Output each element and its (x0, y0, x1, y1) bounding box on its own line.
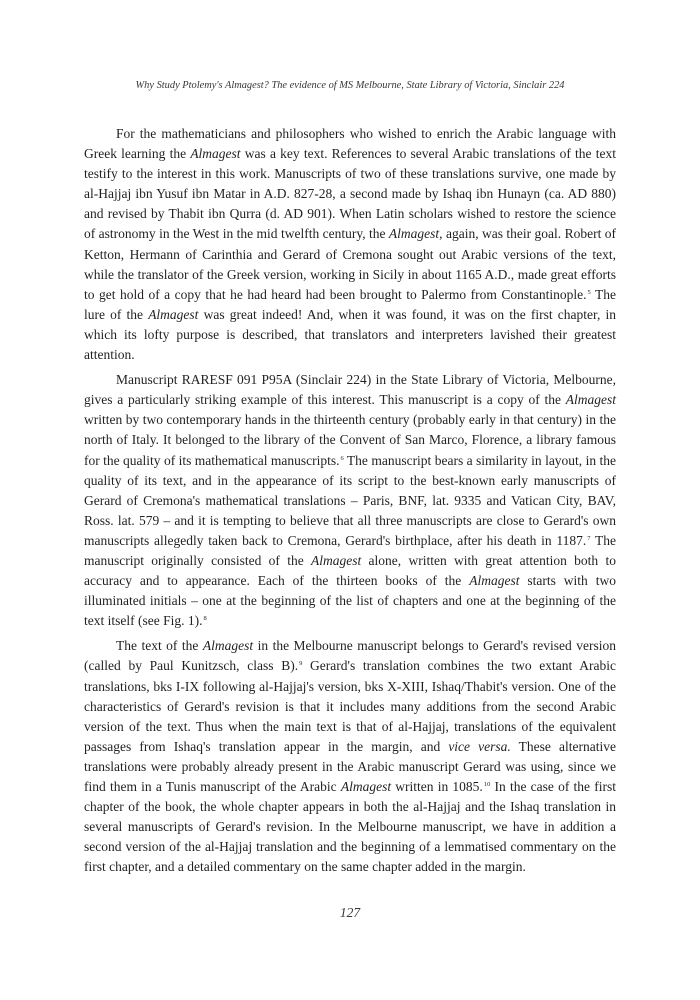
italic-term: Almagest (388, 226, 440, 242)
italic-term: Almagest (340, 779, 392, 794)
body-text (84, 124, 616, 877)
footnote-ref[interactable]: 8 (203, 615, 207, 623)
footnote-ref[interactable]: 6 (340, 454, 344, 462)
paragraph-1 (84, 124, 616, 365)
text-run: In the case of the first chapter of the book, the whole chapter appears in both the al-Hajjaj and the Ishaq translation in several manuscripts of Gerard's revision. In the Melbourne manuscript, we have in addition a second version of the al-Hajjaj translation and the beginning of a lemmatised commentary on the first chapter, and a detailed commentary on the same chapter added in the margin. (84, 779, 616, 875)
text-run: The lure of the (84, 286, 616, 322)
italic-term: Almagest (148, 306, 199, 322)
text-run: Gerard's translation combines the two extant Arabic translations, bks I-IX following al-Hajjaj's version, bks X-XIII, Ishaq/Thabit's version. One of the characteristics of Gerard's revision is that it includes many additions from the second Arabic version of the text. Thus when the main text is that of al-Hajjaj, translations of the equivalent passages from Ishaq's translation appear in the margin, and (84, 658, 616, 754)
text-run: , again, was their goal. Robert of Ketton, Hermann of Carinthia and Gerard of Cremona sought out Arabic versions of the text, while the translator of the Greek version, working in Sicily in about 1165 A.D., made great efforts to get hold of a copy that he had heard had been brought to Palermo from Constantinople. (84, 226, 616, 302)
page-number: 127 (339, 905, 361, 920)
text-run: written by two contemporary hands in the thirteenth century (probably early in that century) in the north of Italy. It belonged to the library of the Convent of San Marco, Florence, a library famous for the quality of its mathematical manuscripts. (84, 412, 616, 468)
text-run: in the Melbourne manuscript belongs to Gerard's revised version (called by Paul Kunitzsch, class B). (84, 638, 616, 674)
footnote-ref[interactable]: 10 (483, 781, 491, 788)
running-head: Why Study Ptolemy's Almagest? The evidence of MS Melbourne, State Library of Victoria, Sinclair 224 (135, 80, 565, 91)
text-run: written in 1085. (391, 779, 483, 794)
italic-term: Almagest (469, 573, 520, 589)
italic-term: Almagest (565, 392, 616, 408)
footnote-ref[interactable]: 9 (299, 660, 303, 668)
text-run: starts with two illuminated initials – one at the beginning of the list of chapters and one at the beginning of the text itself (see Fig. 1). (84, 573, 616, 629)
text-run: was great indeed! And, when it was found, it was on the first chapter, in which its lofty purpose is described, that translators and interpreters lavished their greatest attention. (84, 306, 616, 363)
text-run: Manuscript RARESF 091 P95A (Sinclair 224) in the State Library of Victoria, Melbourne, gives a particularly striking example of this interest. This manuscript is a copy of the (84, 372, 616, 408)
text-run: These alternative translations were probably already present in the Arabic manuscript Gerard was using, since we find them in a Tunis manuscript of the Arabic (84, 738, 616, 794)
italic-term: vice versa. (448, 738, 511, 754)
text-run: The manuscript originally consisted of the (84, 532, 616, 568)
text-run: The text of the (116, 638, 203, 654)
text-run: was a key text. References to several Arabic translations of the text testify to the interest in this work. Manuscripts of two of these translations survive, one made by al-Hajjaj ibn Yusuf ibn Matar in A.D. 827-28, a second made by Ishaq ibn Hunayn (ca. AD 880) and revised by Thabit ibn Qurra (d. AD 901). When Latin scholars wished to restore the science of astronomy in the West in the mid twelfth century, the (84, 146, 616, 242)
italic-term: Almagest (190, 146, 241, 162)
text-run: The manuscript bears a similarity in layout, in the quality of its text, and in the appearance of its script to the best-known early manuscripts of Gerard of Cremona's mathematical translations – Paris, BNF, lat. 9335 and Vatican City, BAV, Ross. lat. 579 – and it is tempting to believe that all three manuscripts are close to Gerard's own manuscripts allegedly taken back to Cremona, Gerard's birthplace, after his death in 1187. (84, 452, 616, 548)
footnote-ref[interactable]: 7 (587, 534, 591, 542)
italic-term: Almagest (202, 638, 254, 654)
paragraph-3 (84, 636, 616, 877)
text-run: alone, written with great attention both to accuracy and to appearance. Each of the thirteen books of the (84, 552, 616, 589)
text-run: For the mathematicians and philosophers who wished to enrich the Arabic language with Greek learning the (84, 126, 616, 162)
paragraph-2 (84, 370, 616, 631)
footnote-ref[interactable]: 5 (587, 288, 591, 296)
italic-term: Almagest (311, 552, 362, 568)
